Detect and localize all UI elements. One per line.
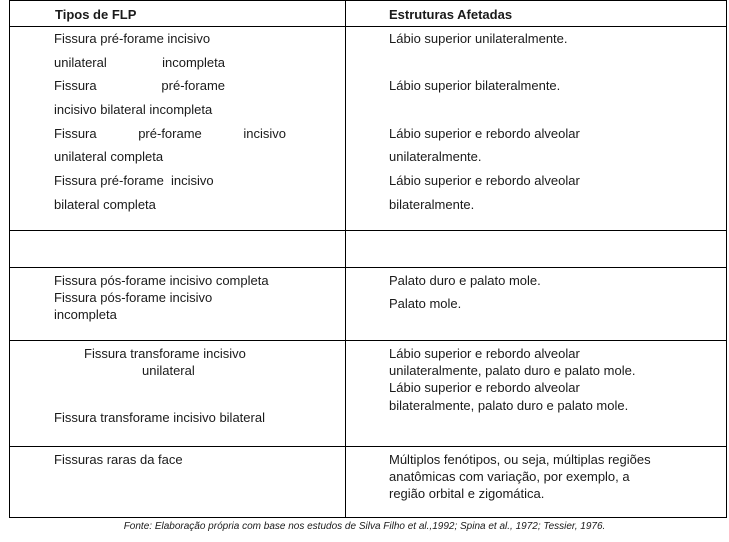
structure-cell-line: Palato duro e palato mole. bbox=[389, 273, 541, 288]
table-caption: Fonte: Elaboração própria com base nos estudos de Silva Filho et al.,1992; Spina et al., 1972; Tessier, 1976. bbox=[123, 521, 606, 532]
type-cell-line: Fissura pós-forame incisivo bbox=[54, 290, 213, 305]
flp-table bbox=[9, 0, 727, 518]
structure-cell-line: bilateralmente. bbox=[389, 197, 475, 212]
type-cell-line: Fissura pós-forame incisivo completa bbox=[54, 273, 269, 288]
row-divider bbox=[10, 230, 726, 231]
type-cell-line: Fissura transforame incisivo bbox=[84, 346, 246, 361]
structure-cell-line: Lábio superior e rebordo alveolar bbox=[389, 173, 580, 188]
type-cell-line: bilateral completa bbox=[54, 197, 156, 212]
structure-cell-line: unilateralmente. bbox=[389, 149, 482, 164]
row-divider bbox=[10, 267, 726, 268]
structure-cell-line: Lábio superior unilateralmente. bbox=[389, 31, 568, 46]
type-cell-line: incisivo bilateral incompleta bbox=[54, 102, 213, 117]
header-divider bbox=[10, 26, 726, 27]
structure-cell-line: Lábio superior bilateralmente. bbox=[389, 78, 561, 93]
type-cell-line: unilateral incompleta bbox=[54, 55, 225, 70]
structure-cell-line: unilateralmente, palato duro e palato mole. bbox=[389, 363, 636, 378]
structure-cell-line: Lábio superior e rebordo alveolar bbox=[389, 380, 580, 395]
type-cell-line: unilateral bbox=[142, 363, 195, 378]
structure-cell-line: Palato mole. bbox=[389, 296, 462, 311]
type-cell-line: Fissura transforame incisivo bilateral bbox=[54, 410, 265, 425]
type-cell-line: Fissura pré-forame incisivo bbox=[54, 126, 286, 141]
type-cell-line: unilateral completa bbox=[54, 149, 164, 164]
column-divider bbox=[345, 1, 346, 517]
structure-cell-line: Lábio superior e rebordo alveolar bbox=[389, 126, 580, 141]
type-cell-line: Fissura pré-forame bbox=[54, 78, 225, 93]
type-cell-line: incompleta bbox=[54, 307, 117, 322]
type-cell-line: Fissura pré-forame incisivo bbox=[54, 31, 211, 46]
type-cell-line: Fissura pré-forame incisivo bbox=[54, 173, 214, 188]
row-divider bbox=[10, 340, 726, 341]
structure-cell-line: Lábio superior e rebordo alveolar bbox=[389, 346, 580, 361]
structure-cell-line: anatômicas com variação, por exemplo, a bbox=[389, 469, 630, 484]
structure-cell-line: Múltiplos fenótipos, ou seja, múltiplas regiões bbox=[389, 452, 651, 467]
structure-cell-line: bilateralmente, palato duro e palato mole. bbox=[389, 398, 629, 413]
row-divider bbox=[10, 446, 726, 447]
structure-cell-line: região orbital e zigomática. bbox=[389, 486, 545, 501]
header-structures: Estruturas Afetadas bbox=[389, 7, 513, 22]
type-cell-line: Fissuras raras da face bbox=[54, 452, 183, 467]
header-types: Tipos de FLP bbox=[55, 7, 137, 22]
